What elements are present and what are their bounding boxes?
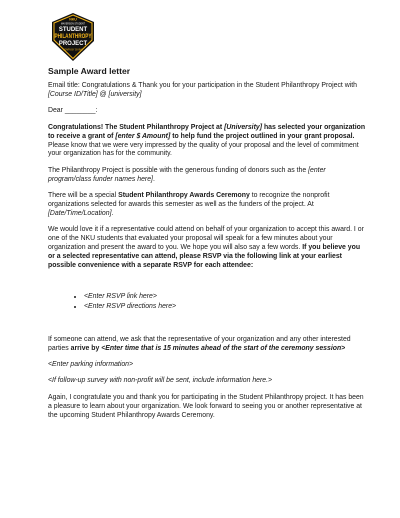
ceremony-paragraph: [48, 192, 366, 219]
svg-text:MAYERSON STUDENT: MAYERSON STUDENT: [61, 23, 85, 26]
email-title-at: @: [97, 90, 109, 98]
arrive-by: arrive by: [70, 344, 102, 352]
salutation: Dear ________:: [48, 107, 98, 115]
closing-paragraph: Again, I congratulate you and thank you for participating in the Student Philanthropy project. It has been a pleasure to learn about your organization. We look forward to seeing you or another representative at the upcoming Student Philanthropy Awards Ceremony.: [48, 393, 364, 419]
ceremony-text-1: There will be a special: [48, 192, 119, 200]
congratulations-paragraph: [48, 124, 366, 160]
congrats-university: [University]: [224, 123, 263, 131]
ceremony-end: .: [111, 209, 114, 217]
arrival-time-placeholder: <Enter time that is 15 minutes ahead of the start of the ceremony session>: [101, 344, 346, 352]
rsvp-request: If you believe you or a selected representative can attend, please RSVP via the following link at your earliest possible convenience with a separate RSVP for each attendee:: [48, 244, 361, 269]
congrats-bold-2: has selected your organization to receive a grant of: [48, 123, 366, 140]
ceremony-text-2: to recognize the nonprofit organizations selected for awards this semester as well as the funders of the project. At: [48, 192, 330, 209]
email-title-text: Email title: Congratulations & Thank you for your participation in the Student Philanthropy Project with: [48, 82, 357, 89]
svg-text:LEARN BY GIVING: LEARN BY GIVING: [63, 49, 83, 52]
email-title-paragraph: [48, 82, 366, 100]
svg-text:STUDENT: STUDENT: [58, 27, 88, 33]
date-time-location-placeholder: [Date/Time/Location]: [48, 209, 112, 217]
course-placeholder: [Course ID/Title]: [48, 90, 98, 98]
university-placeholder: [university]: [108, 90, 142, 98]
svg-text:PHILANTHROPY: PHILANTHROPY: [54, 34, 92, 40]
rsvp-directions-item: • <Enter RSVP directions here>: [84, 303, 366, 312]
congrats-bold-3: to help fund the project outlined in your grant proposal.: [170, 132, 355, 140]
funding-end: .: [152, 175, 155, 183]
letter-body: [48, 66, 366, 428]
congrats-bold-1: Congratulations! The Student Philanthropy Project at: [48, 123, 225, 131]
congrats-amount: [enter $ Amount]: [115, 132, 171, 140]
rsvp-link-item: • <Enter RSVP link here>: [84, 293, 366, 302]
rsvp-list: [48, 293, 366, 312]
arrive-paragraph: [48, 336, 366, 354]
student-philanthropy-logo: [48, 12, 98, 62]
ceremony-name: Student Philanthropy Awards Ceremony: [118, 192, 250, 200]
arrive-text: If someone can attend, we ask that the representative of your organization and any other interested parties: [48, 335, 351, 352]
svg-text:NKU: NKU: [69, 17, 77, 22]
congrats-text: Please know that we were very impressed by the quality of your proposal and the level of commitment your organization has for the community.: [48, 141, 359, 158]
funding-paragraph: [48, 167, 366, 185]
svg-text:PROJECT: PROJECT: [58, 41, 88, 47]
attend-text: We would love it if a representative could attend on behalf of your organization to accept this award. I or one of the NKU students that evaluated your proposal will speak for a few minutes about your organization and present the award to you. We hope you will also say a few words.: [48, 226, 364, 252]
parking-placeholder: <Enter parking information>: [48, 361, 134, 369]
followup-placeholder: <If follow-up survey with non-profit will be sent, include information here.>: [48, 377, 273, 385]
funding-text: The Philanthropy Project is possible with the generous funding of donors such as the: [48, 166, 309, 174]
funder-placeholder: [enter program/class funder names here]: [48, 166, 326, 183]
letter-title: Sample Award letter: [48, 66, 131, 76]
attend-paragraph: [48, 226, 366, 271]
